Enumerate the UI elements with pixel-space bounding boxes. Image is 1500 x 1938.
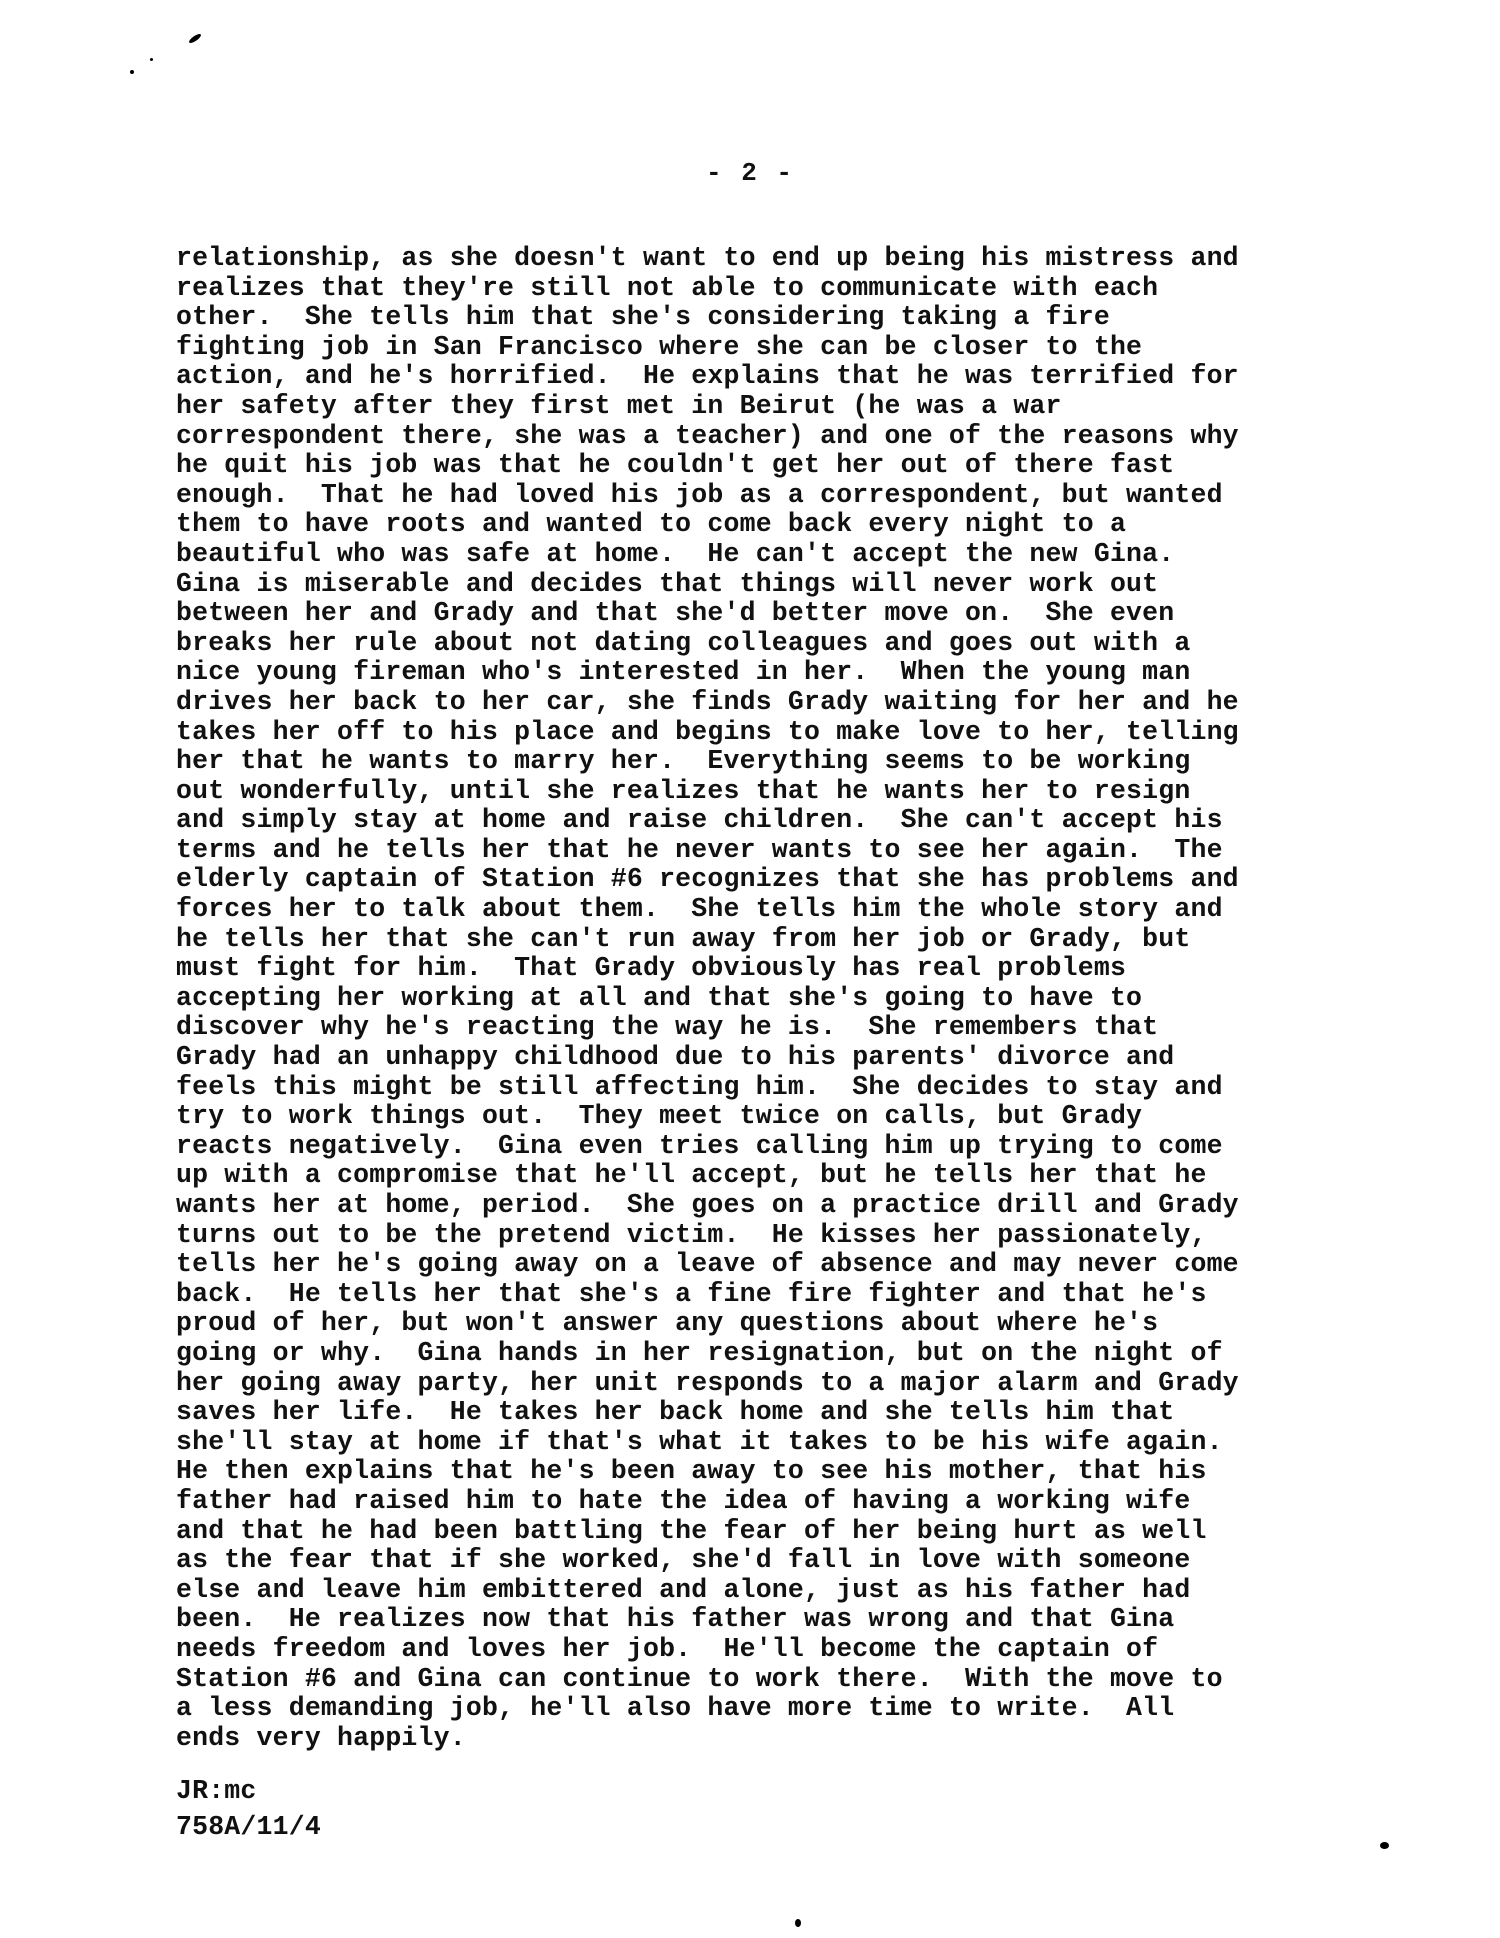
text-line: Grady had an unhappy childhood due to his parents' divorce and <box>176 1042 1175 1073</box>
text-line: and that he had been battling the fear of her being hurt as well <box>176 1515 1207 1546</box>
text-line: beautiful who was safe at home. He can't accept the new Gina. <box>176 538 1175 569</box>
text-line: forces her to talk about them. She tells him the whole story and <box>176 894 1223 925</box>
text-line: correspondent there, she was a teacher) and one of the reasons why <box>176 420 1239 451</box>
text-line: a less demanding job, he'll also have more time to write. All <box>176 1693 1175 1724</box>
scan-smudge <box>1380 1842 1389 1849</box>
scan-smudge <box>130 70 134 74</box>
scan-smudge <box>188 32 202 44</box>
body-text <box>176 244 1376 1753</box>
text-line: her going away party, her unit responds to a major alarm and Grady <box>176 1367 1239 1398</box>
text-line: ends very happily. <box>176 1722 466 1753</box>
text-line: them to have roots and wanted to come back every night to a <box>176 509 1127 540</box>
text-line: and simply stay at home and raise children. She can't accept his <box>176 805 1223 836</box>
text-line: wants her at home, period. She goes on a practice drill and Grady <box>176 1190 1239 1220</box>
text-line: between her and Grady and that she'd better move on. She even <box>176 598 1175 629</box>
text-line: terms and he tells her that he never wants to see her again. The <box>176 834 1223 865</box>
text-line: Station #6 and Gina can continue to work there. With the move to <box>176 1663 1223 1694</box>
text-line: back. He tells her that she's a fine fire fighter and that he's <box>176 1278 1207 1309</box>
text-line: discover why he's reacting the way he is. She remembers that <box>176 1012 1159 1043</box>
text-line: fighting job in San Francisco where she can be closer to the <box>176 331 1143 362</box>
page-number: - 2 - <box>705 158 794 188</box>
text-line: feels this might be still affecting him. She decides to stay and <box>176 1071 1223 1102</box>
text-line: her that he wants to marry her. Everything seems to be working <box>176 746 1191 777</box>
text-line: proud of her, but won't answer any questions about where he's <box>176 1308 1159 1339</box>
text-line: action, and he's horrified. He explains that he was terrified for <box>176 361 1239 392</box>
text-line: up with a compromise that he'll accept, but he tells her that he <box>176 1160 1207 1191</box>
text-line: needs freedom and loves her job. He'll become the captain of <box>176 1633 1159 1664</box>
text-line: been. He realizes now that his father was wrong and that Gina <box>176 1604 1175 1635</box>
text-line: must fight for him. That Grady obviously has real problems <box>176 953 1127 984</box>
text-line: elderly captain of Station #6 recognizes that she has problems and <box>176 864 1239 895</box>
text-line: drives her back to her car, she finds Grady waiting for her and he <box>176 686 1239 717</box>
text-line: father had raised him to hate the idea of having a working wife <box>176 1485 1191 1516</box>
text-line: else and leave him embittered and alone, just as his father had <box>176 1574 1191 1605</box>
text-line: other. She tells him that she's considering taking a fire <box>176 302 1110 333</box>
text-line: accepting her working at all and that she's going to have to <box>176 982 1143 1013</box>
text-line: turns out to be the pretend victim. He kisses her passionately, <box>176 1219 1207 1250</box>
text-line: try to work things out. They meet twice on calls, but Grady <box>176 1101 1143 1132</box>
text-line: enough. That he had loved his job as a correspondent, but wanted <box>176 479 1223 510</box>
scan-smudge <box>150 58 153 61</box>
text-line: as the fear that if she worked, she'd fall in love with someone <box>176 1545 1191 1576</box>
text-line: going or why. Gina hands in her resignation, but on the night of <box>176 1337 1223 1368</box>
scan-smudge <box>795 1919 801 1927</box>
text-line: her safety after they first met in Beirut (he was a war <box>176 390 1062 421</box>
text-line: takes her off to his place and begins to make love to her, telling <box>176 716 1239 747</box>
text-line: he tells her that she can't run away from her job or Grady, but <box>176 923 1191 954</box>
document-reference: 758A/11/4 <box>176 1812 321 1842</box>
text-line: saves her life. He takes her back home and she tells him that <box>176 1397 1175 1428</box>
text-line: realizes that they're still not able to communicate with each <box>176 272 1159 303</box>
reference-footer <box>176 1773 321 1845</box>
text-line: tells her he's going away on a leave of absence and may never come <box>176 1249 1239 1280</box>
text-line: she'll stay at home if that's what it takes to be his wife again. <box>176 1426 1223 1457</box>
text-line: reacts negatively. Gina even tries calling him up trying to come <box>176 1130 1223 1161</box>
text-line: he quit his job was that he couldn't get her out of there fast <box>176 450 1175 481</box>
text-line: relationship, as she doesn't want to end up being his mistress and <box>176 243 1239 273</box>
text-line: nice young fireman who's interested in her. When the young man <box>176 657 1191 688</box>
text-line: out wonderfully, until she realizes that he wants her to resign <box>176 775 1191 806</box>
text-line: breaks her rule about not dating colleagues and goes out with a <box>176 627 1191 658</box>
text-line: He then explains that he's been away to see his mother, that his <box>176 1456 1207 1487</box>
typist-initials: JR:mc <box>176 1776 257 1806</box>
text-line: Gina is miserable and decides that things will never work out <box>176 568 1159 599</box>
